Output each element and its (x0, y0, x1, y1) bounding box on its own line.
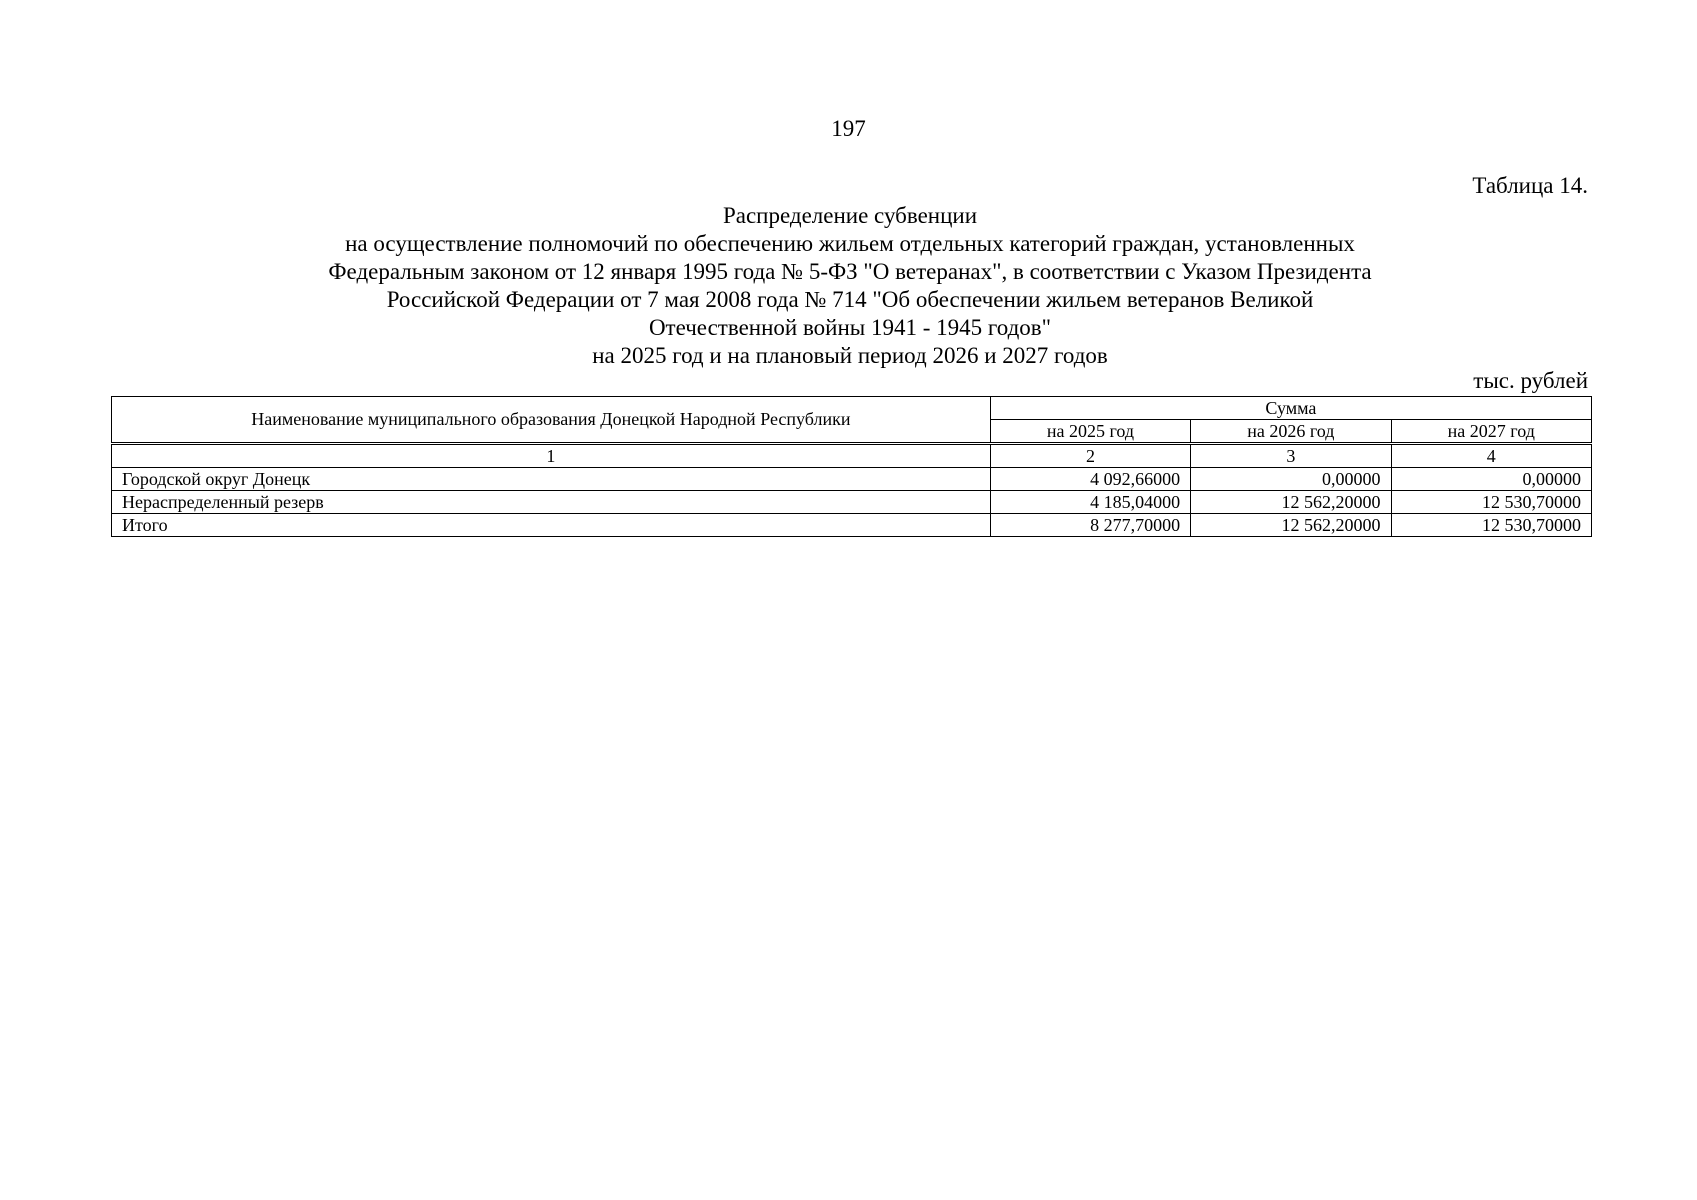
row-name: Итого (112, 514, 991, 537)
column-number: 4 (1391, 444, 1591, 468)
column-number: 2 (990, 444, 1190, 468)
units-label: тыс. рублей (1473, 368, 1588, 393)
table-row (112, 468, 1592, 491)
title-line: Российской Федерации от 7 мая 2008 года № 714 "Об обеспечении жильем ветеранов Великой (386, 287, 1314, 312)
column-numbering-row (112, 444, 1592, 468)
header-year-2026: на 2026 год (1191, 420, 1391, 444)
row-value-2026: 0,00000 (1191, 468, 1391, 491)
header-municipality: Наименование муниципального образования Донецкой Народной Республики (112, 397, 991, 444)
title-line: Распределение субвенции (722, 203, 978, 228)
column-number: 1 (112, 444, 991, 468)
row-value-2027: 0,00000 (1391, 468, 1591, 491)
table-row (112, 491, 1592, 514)
table-row-total (112, 514, 1592, 537)
row-value-2025: 8 277,70000 (990, 514, 1190, 537)
row-value-2025: 4 092,66000 (990, 468, 1190, 491)
page-number: 197 (831, 116, 866, 141)
column-number: 3 (1191, 444, 1391, 468)
header-year-2025: на 2025 год (990, 420, 1190, 444)
row-value-2026: 12 562,20000 (1191, 514, 1391, 537)
document-title (110, 202, 1590, 370)
title-line: Федеральным законом от 12 января 1995 года № 5-ФЗ "О ветеранах", в соответствии с Указом Президента (328, 259, 1372, 284)
row-name: Нераспределенный резерв (112, 491, 991, 514)
header-year-2027: на 2027 год (1391, 420, 1591, 444)
row-name: Городской округ Донецк (112, 468, 991, 491)
subvention-table (111, 396, 1592, 537)
row-value-2027: 12 530,70000 (1391, 514, 1591, 537)
header-sum: Сумма (990, 397, 1591, 420)
title-line: Отечественной войны 1941 - 1945 годов" (648, 315, 1052, 340)
row-value-2025: 4 185,04000 (990, 491, 1190, 514)
row-value-2027: 12 530,70000 (1391, 491, 1591, 514)
table-label: Таблица 14. (1472, 173, 1588, 198)
row-value-2026: 12 562,20000 (1191, 491, 1391, 514)
title-line: на 2025 год и на плановый период 2026 и 2027 годов (592, 343, 1108, 368)
title-line: на осуществление полномочий по обеспечению жильем отдельных категорий граждан, установленных (345, 231, 1355, 256)
